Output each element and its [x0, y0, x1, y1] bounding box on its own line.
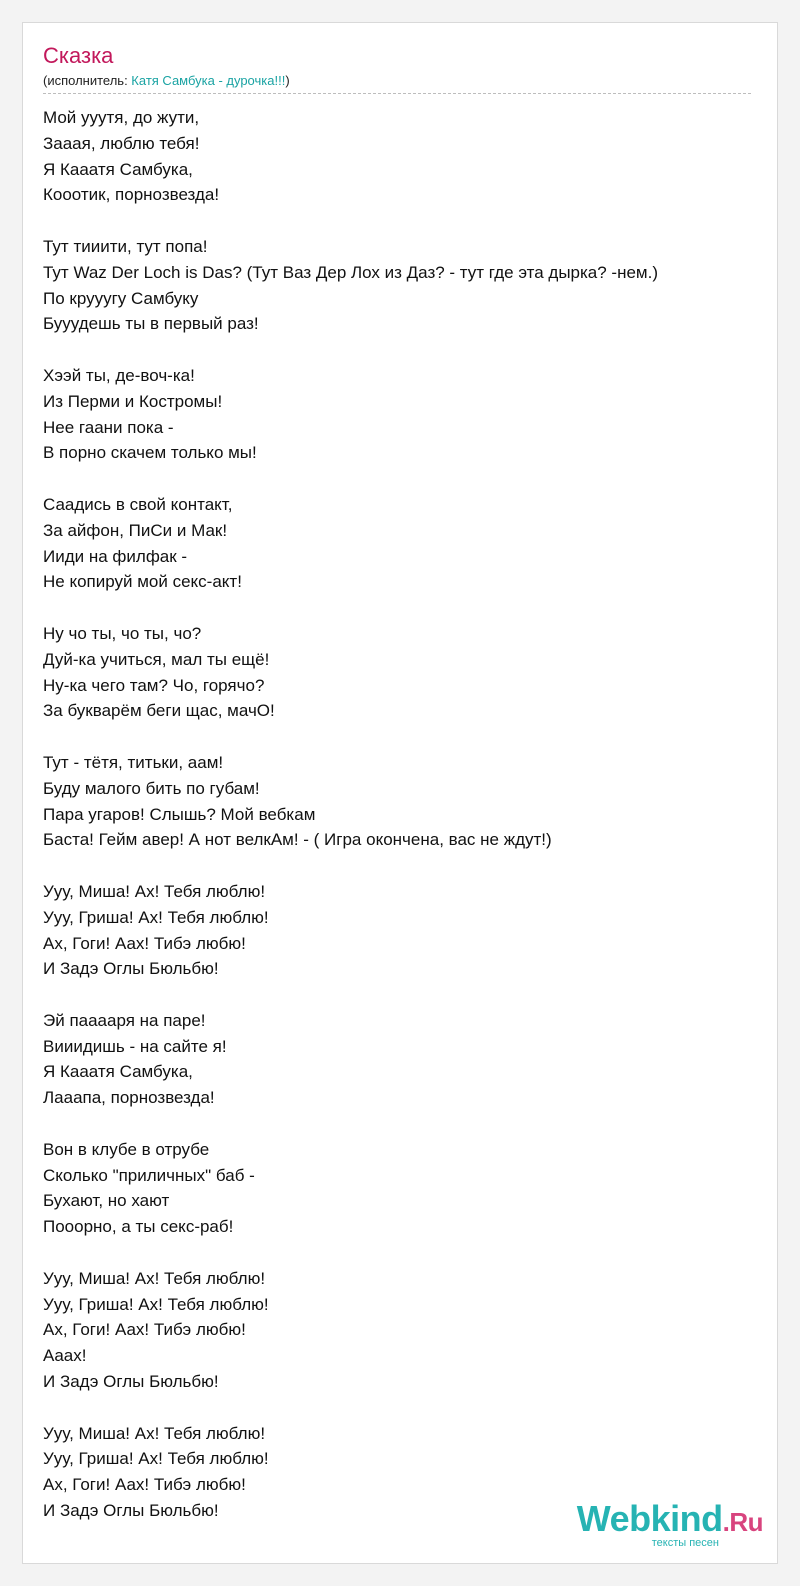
lyrics-line: Бууудешь ты в первый раз! [43, 314, 259, 334]
lyrics-body [43, 105, 783, 1524]
lyrics-line: Зааая, люблю тебя! [43, 133, 200, 153]
lyrics-line: Ууу, Гриша! Ах! Тебя люблю! [43, 1294, 269, 1314]
lyrics-line: Не копируй мой секс-акт! [43, 572, 242, 592]
lyrics-line: Из Перми и Костромы! [43, 391, 223, 411]
lyrics-stanza [43, 1137, 783, 1240]
lyrics-line: Ууу, Миша! Ах! Тебя люблю! [43, 1268, 266, 1288]
lyrics-line: За букварём беги щас, мачО! [43, 701, 275, 721]
lyrics-line: Ууу, Миша! Ах! Тебя люблю! [43, 1423, 266, 1443]
watermark-brand: Webkind [576, 1498, 723, 1539]
lyrics-line: Ну-ка чего там? Чо, горячо? [43, 675, 265, 695]
lyrics-line: За айфон, ПиСи и Мак! [43, 520, 228, 540]
lyrics-line: Хээй ты, де-воч-ка! [43, 365, 195, 385]
lyrics-stanza [43, 750, 783, 853]
watermark-tld: .Ru [722, 1507, 763, 1537]
lyrics-line: Нее гаани пока - [43, 417, 174, 437]
lyrics-stanza [43, 879, 783, 982]
lyrics-line: Я Кааатя Самбука, [43, 159, 193, 179]
artist-suffix: ) [285, 73, 290, 88]
lyrics-stanza [43, 1008, 783, 1111]
lyrics-line: Баста! Гейм авер! А нот велкАм! - ( Игра окончена, вас не ждут!) [43, 830, 552, 850]
lyrics-stanza [43, 105, 783, 208]
lyrics-line: Эй пааааря на паре! [43, 1010, 206, 1030]
lyrics-stanza [43, 492, 783, 595]
artist-link[interactable]: Катя Самбука - дурочка!!! [131, 73, 286, 88]
artist-prefix: (исполнитель: [43, 73, 132, 88]
lyrics-line: И Задэ Оглы Бюльбю! [43, 1501, 219, 1521]
lyrics-stanza [43, 363, 783, 466]
lyrics-line: Вон в клубе в отрубе [43, 1139, 210, 1159]
lyrics-line: По крууугу Самбуку [43, 288, 199, 308]
lyrics-line: Сколько "приличных" баб - [43, 1165, 255, 1185]
lyrics-line: Я Кааатя Самбука, [43, 1062, 193, 1082]
lyrics-line: Бухают, но хают [43, 1191, 170, 1211]
lyrics-line: Ах, Гоги! Аах! Тибэ любю! [43, 1320, 246, 1340]
lyrics-line: Ууу, Миша! Ах! Тебя люблю! [43, 881, 266, 901]
lyrics-line: Вииидишь - на сайте я! [43, 1036, 227, 1056]
artist-line [43, 73, 290, 89]
lyrics-line: Ну чо ты, чо ты, чо? [43, 623, 202, 643]
lyrics-line: Буду малого бить по губам! [43, 778, 260, 798]
lyrics-line: Саадись в свой контакт, [43, 494, 233, 514]
lyrics-stanza [43, 1266, 783, 1395]
lyrics-line: Ах, Гоги! Аах! Тибэ любю! [43, 1475, 246, 1495]
lyrics-line: Тут - тётя, титьки, аам! [43, 752, 224, 772]
lyrics-line: И Задэ Оглы Бюльбю! [43, 1372, 219, 1392]
lyrics-line: Кооотик, порнозвезда! [43, 185, 220, 205]
lyrics-line: Аaах! [43, 1346, 87, 1366]
watermark-logo [576, 1498, 763, 1539]
lyrics-line: Тут Waz Der Loch is Das? (Тут Ваз Дер Лох из Даз? - тут где эта дырка? -нем.) [43, 262, 659, 282]
lyrics-line: Ах, Гоги! Аах! Тибэ любю! [43, 933, 246, 953]
title-divider [43, 93, 751, 94]
lyrics-line: Ууу, Гриша! Ах! Тебя люблю! [43, 907, 269, 927]
lyrics-line: Лааапа, порнозвезда! [43, 1088, 215, 1108]
song-title: Сказка [43, 43, 114, 68]
lyrics-stanza [43, 234, 783, 337]
lyrics-line: В порно скачем только мы! [43, 443, 257, 463]
lyrics-line: Тут тииити, тут попа! [43, 236, 208, 256]
lyrics-line: Пооорно, а ты секс-раб! [43, 1217, 234, 1237]
lyrics-line: Ииди на филфак - [43, 546, 188, 566]
lyrics-line: Мой ууутя, до жути, [43, 108, 200, 127]
lyrics-line: И Задэ Оглы Бюльбю! [43, 959, 219, 979]
lyrics-stanza [43, 621, 783, 724]
lyrics-line: Ууу, Гриша! Ах! Тебя люблю! [43, 1449, 269, 1469]
lyrics-line: Дуй-ка учиться, мал ты ещё! [43, 649, 270, 669]
lyrics-card [22, 22, 778, 1564]
lyrics-line: Пара угаров! Слышь? Мой вебкам [43, 804, 316, 824]
watermark-tagline: тексты песен [651, 1537, 719, 1549]
site-watermark [576, 1498, 763, 1549]
